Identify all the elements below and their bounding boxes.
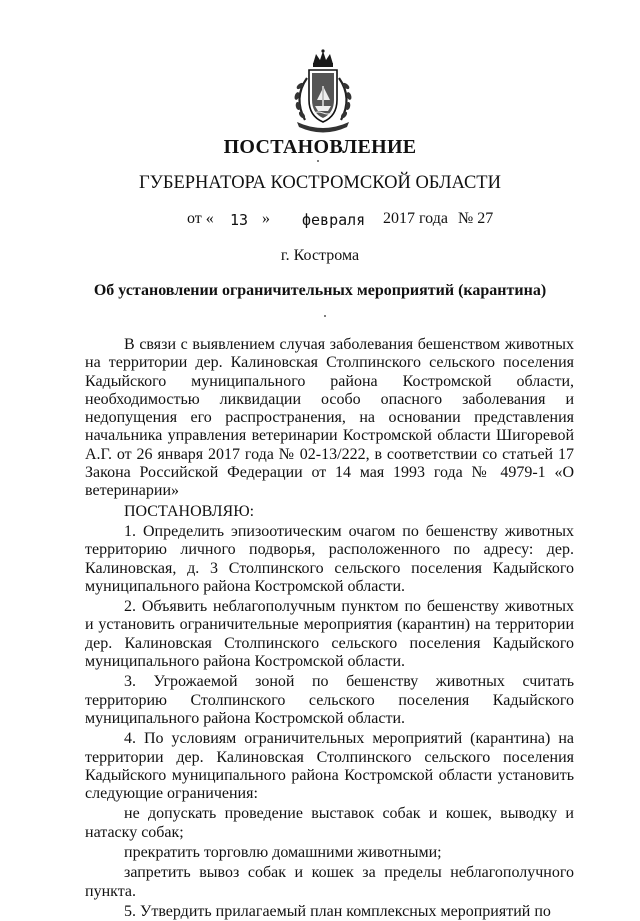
clause-4: 4. По условиям ограничительных мероприятий (карантина) на территории дер. Калиновская Столпинского сельского поселения Кадыйского муниципального района Костромской области установить следующие ограничения: [85,730,574,803]
restriction-item: не допускать проведение выставок собак и кошек, выводку и натаску собак; [85,805,574,841]
restriction-item: запретить вывоз собак и кошек за пределы неблагополучного пункта. [85,864,574,900]
preamble-paragraph: В связи с выявлением случая заболевания бешенством животных на территории дер. Калиновская Столпинского сельского поселения Кадыйского муниципального района Костромской области, необходимостью ликвидации особо опасного заболевания и недопущения его распространения, на основании представления начальника управления ветеринарии Костромской области Шигоревой А.Г. от 26 января 2017 года № 02-13/222, в соответствии со статьей 17 Закона Российской Федерации от 14 мая 1993 года № 4979-1 «О ветеринарии» [85,336,574,500]
document-title: Об установлении ограничительных мероприятий (карантина) [93,282,547,299]
date-year: 2017 года [383,210,448,227]
clause-3: 3. Угрожаемой зоной по бешенству животных считать территорию Столпинского сельского поселения Кадыйского муниципального района Костромской области. [85,673,574,727]
date-prefix: от « [187,210,214,227]
issuing-authority: ГУБЕРНАТОРА КОСТРОМСКОЙ ОБЛАСТИ [139,173,501,193]
date-close-quote: » [262,210,270,227]
restriction-item: прекратить торговлю домашними животными; [124,844,442,862]
date-day: 13 [230,211,249,229]
coat-of-arms-icon [283,48,363,134]
document-number: № 27 [458,210,494,227]
scan-speck [317,160,319,162]
date-line [0,210,640,232]
document-body [85,336,574,921]
clause-2: 2. Объявить неблагополучным пунктом по бешенству животных и установить ограничительные мероприятия (карантин) на территории дер. Калиновская Столпинского сельского поселения Кадыйского муниципального района Костромской области. [85,598,574,671]
scan-speck [324,315,326,317]
clause-5: 5. Утвердить прилагаемый план комплексных мероприятий по [124,902,551,920]
resolution-keyword: ПОСТАНОВЛЯЮ: [124,502,255,520]
document-type-heading: ПОСТАНОВЛЕНИЕ [223,136,417,158]
date-month: февраля [302,211,366,229]
clause-1: 1. Определить эпизоотическим очагом по бешенству животных территорию личного подворья, расположенного по адресу: дер. Калиновская, д. 3 Столпинского сельского поселения Кадыйского муниципального района Костромской области. [85,522,574,595]
place-of-issue: г. Кострома [280,247,360,264]
